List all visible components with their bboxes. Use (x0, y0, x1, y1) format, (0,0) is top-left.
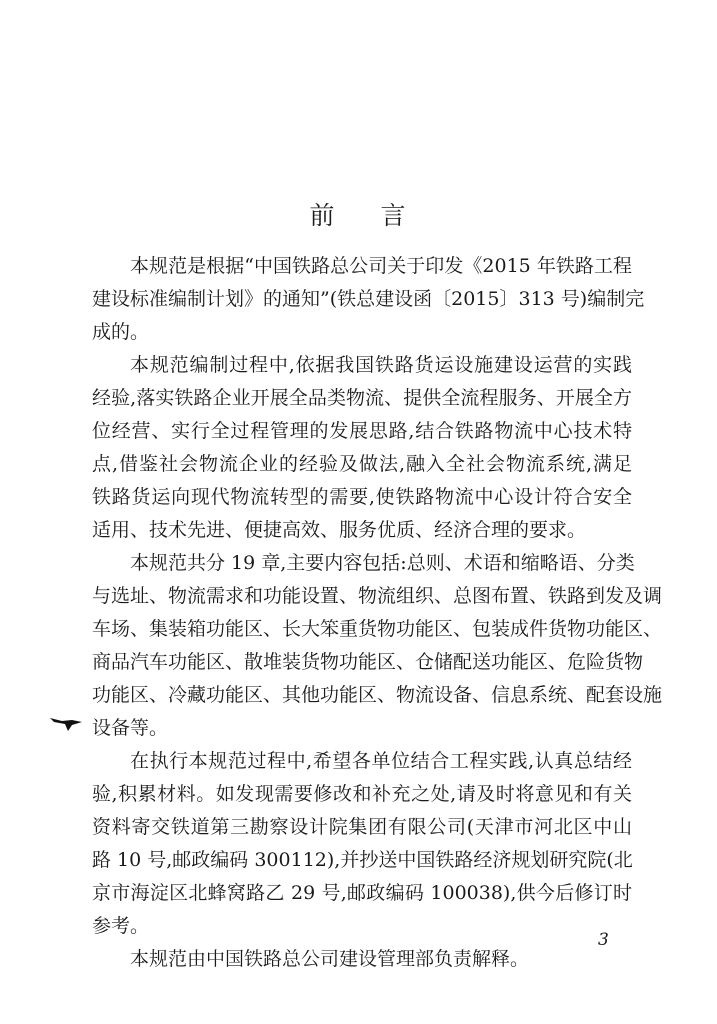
text-line: 验,积累材料。如发现需要修改和补充之处,请及时将意见和有关 (92, 783, 632, 805)
paragraph-2 (92, 349, 632, 547)
text-line: 资料寄交铁道第三勘察设计院集团有限公司(天津市河北区中山 (92, 816, 632, 838)
text-line: 适用、技术先进、便捷高效、服务优质、经济合理的要求。 (92, 519, 587, 541)
text-line: 路 10 号,邮政编码 300112),并抄送中国铁路经济规划研究院(北 (92, 849, 633, 871)
text-line: 商品汽车功能区、散堆装货物功能区、仓储配送功能区、危险货物 (92, 651, 644, 673)
text-line: 车场、集装箱功能区、长大笨重货物功能区、包装成件货物功能区、 (92, 618, 663, 640)
scan-mark-icon (48, 712, 84, 732)
text-line: 点,借鉴社会物流企业的经验及做法,融入全社会物流系统,满足 (92, 453, 632, 475)
text-line: 本规范是根据“中国铁路总公司关于印发《2015 年铁路工程 (130, 255, 632, 277)
paragraph-5 (92, 943, 632, 976)
text-line: 本规范编制过程中,依据我国铁路货运设施建设运营的实践 (130, 354, 632, 376)
paragraph-1 (92, 250, 645, 349)
text-line: 铁路货运向现代物流转型的需要,使铁路物流中心设计符合安全 (92, 486, 632, 508)
page-number: 3 (598, 930, 609, 950)
document-body (92, 250, 663, 976)
text-line: 京市海淀区北蜂窝路乙 29 号,邮政编码 100038),供今后修订时 (92, 882, 632, 904)
text-line: 经验,落实铁路企业开展全品类物流、提供全流程服务、开展全方 (92, 387, 632, 409)
text-line: 在执行本规范过程中,希望各单位结合工程实践,认真总结经 (130, 750, 632, 772)
text-line: 设备等。 (92, 717, 169, 739)
text-line: 本规范共分 19 章,主要内容包括:总则、术语和缩略语、分类 (130, 552, 635, 574)
text-line: 功能区、冷藏功能区、其他功能区、物流设备、信息系统、配套设施 (92, 684, 663, 706)
title-char-left: 前 (309, 201, 337, 230)
paragraph-3 (92, 547, 663, 745)
title-char-right: 言 (380, 201, 408, 230)
text-line: 与选址、物流需求和功能设置、物流组织、总图布置、铁路到发及调 (92, 585, 663, 607)
text-line: 参考。 (92, 915, 150, 937)
text-line: 位经营、实行全过程管理的发展思路,结合铁路物流中心技术特 (92, 420, 632, 442)
text-line: 成的。 (92, 321, 150, 343)
text-line: 建设标准编制计划》的通知”(铁总建设函〔2015〕313 号)编制完 (92, 288, 645, 310)
paragraph-4 (92, 745, 632, 943)
page-title (0, 196, 717, 232)
text-line: 本规范由中国铁路总公司建设管理部负责解释。 (130, 948, 530, 970)
